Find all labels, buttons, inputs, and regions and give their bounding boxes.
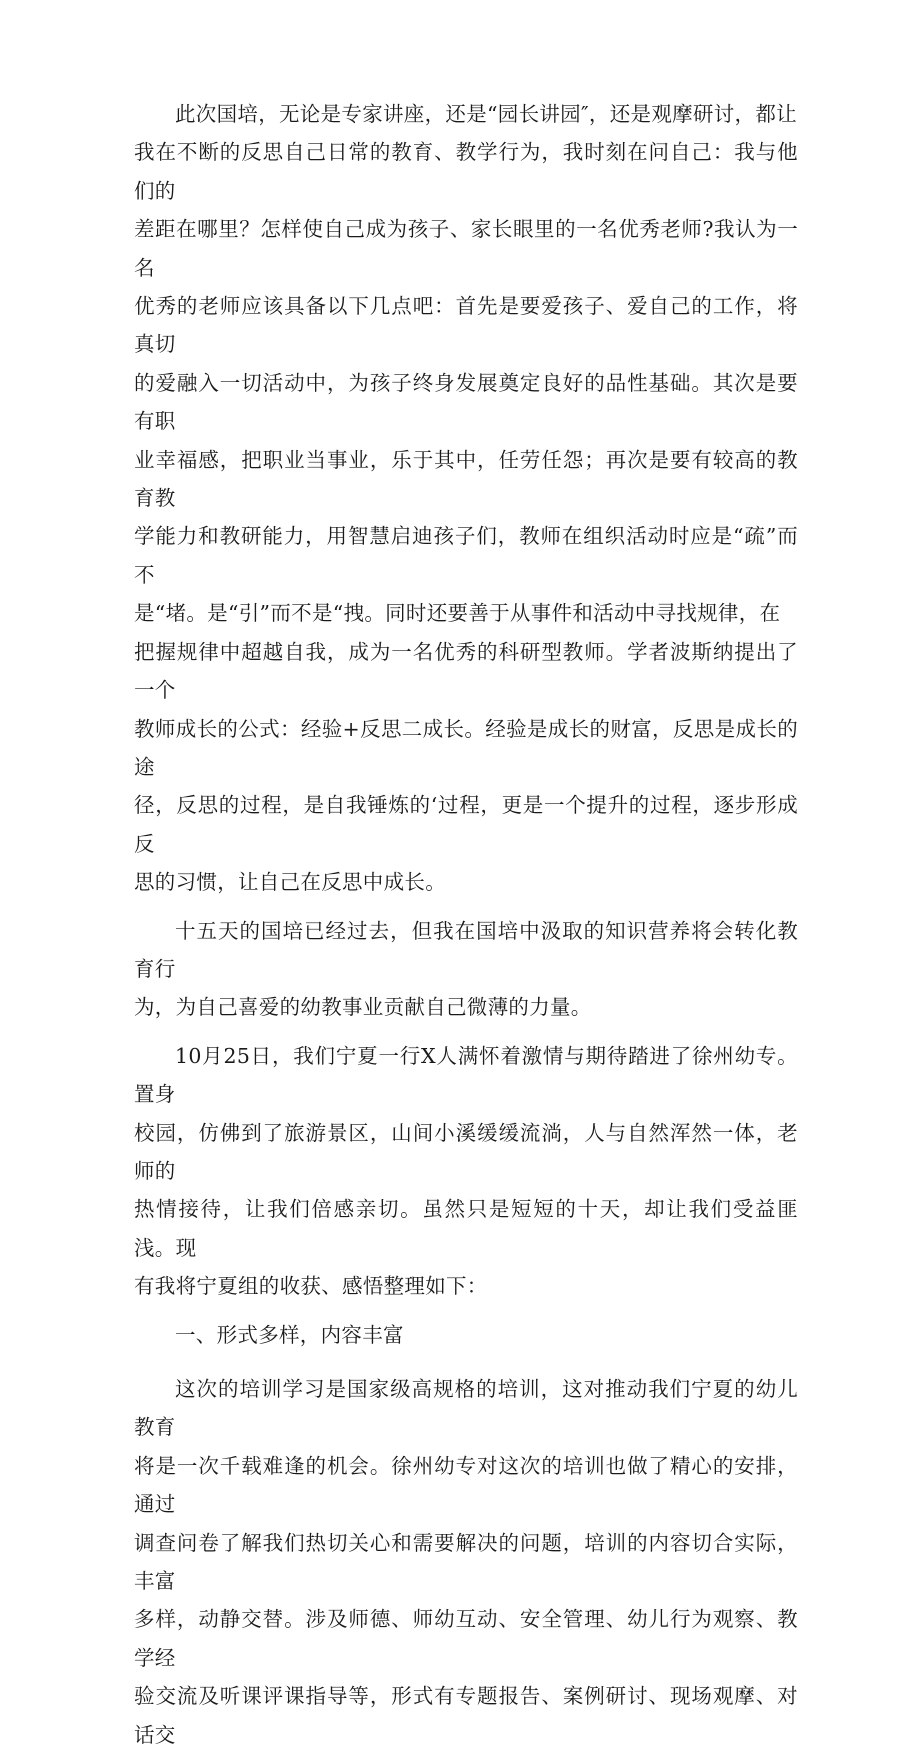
- document-body: [134, 95, 798, 1764]
- paragraph-conclusion: 十五天的国培已经过去，但我在国培中汲取的知识营养将会转化教育行 为，为自己喜爱的幼教事业贡献自己微薄的力量。: [134, 918, 798, 1020]
- paragraph-arrival: 10月25日，我们宁夏一行X人满怀着激情与期待踏进了徐州幼专。置身 校园，仿佛到了旅游景区，山间小溪缓缓流淌，人与自然浑然一体，老师的 热情接待，让我们倍感亲切。虽然只是短短的十天，却让我们受益匪浅。现 有我将宁夏组的收获、感悟整理如下：: [134, 1043, 798, 1299]
- section-heading: 一、形式多样，内容丰富: [175, 1322, 404, 1347]
- paragraph-training: 这次的培训学习是国家级高规格的培训，这对推动我们宁夏的幼儿教育 将是一次千载难逢的机会。徐州幼专对这次的培训也做了精心的安排，通过 调查问卷了解我们热切关心和需要解决的问题，培训的内容切合实际，丰富 多样，动静交替。涉及师德、师幼互动、安全管理、幼儿行为观察、教学经 验交流及听课评课指导等，形式有专题报告、案例研讨、现场观摩、对话交: [134, 1377, 798, 1747]
- paragraph-reflection: 此次国培，无论是专家讲座，还是“园长讲园″，还是观摩研讨，都让 我在不断的反思自己日常的教育、教学行为，我时刻在问自己：我与他们的 差距在哪里？怎样使自己成为孩子、家长眼里的一名优秀老师?我认为一名 优秀的老师应该具备以下几点吧：首先是要爱孩子、爱自己的工作，将真切 的爱融入一切活动中，为孩子终身发展奠定良好的品性基础。其次是要有职 业幸福感，把职业当事业，乐于其中，任劳任怨；再次是要有较高的教育教 学能力和教研能力，用智慧启迪孩子们，教师在组织活动时应是“疏”而不 是“堵。是“引”而不是“拽。同时还要善于从事件和活动中寻找规律，在 把握规律中超越自我，成为一名优秀的科研型教师。学者波斯纳提出了一个 教师成长的公式：经验+反思二成长。经验是成长的财富，反思是成长的途 径，反思的过程，是自我锤炼的‘过程，更是一个提升的过程，逐步形成反 思的习惯，让自己在反思中成长。: [134, 102, 798, 895]
